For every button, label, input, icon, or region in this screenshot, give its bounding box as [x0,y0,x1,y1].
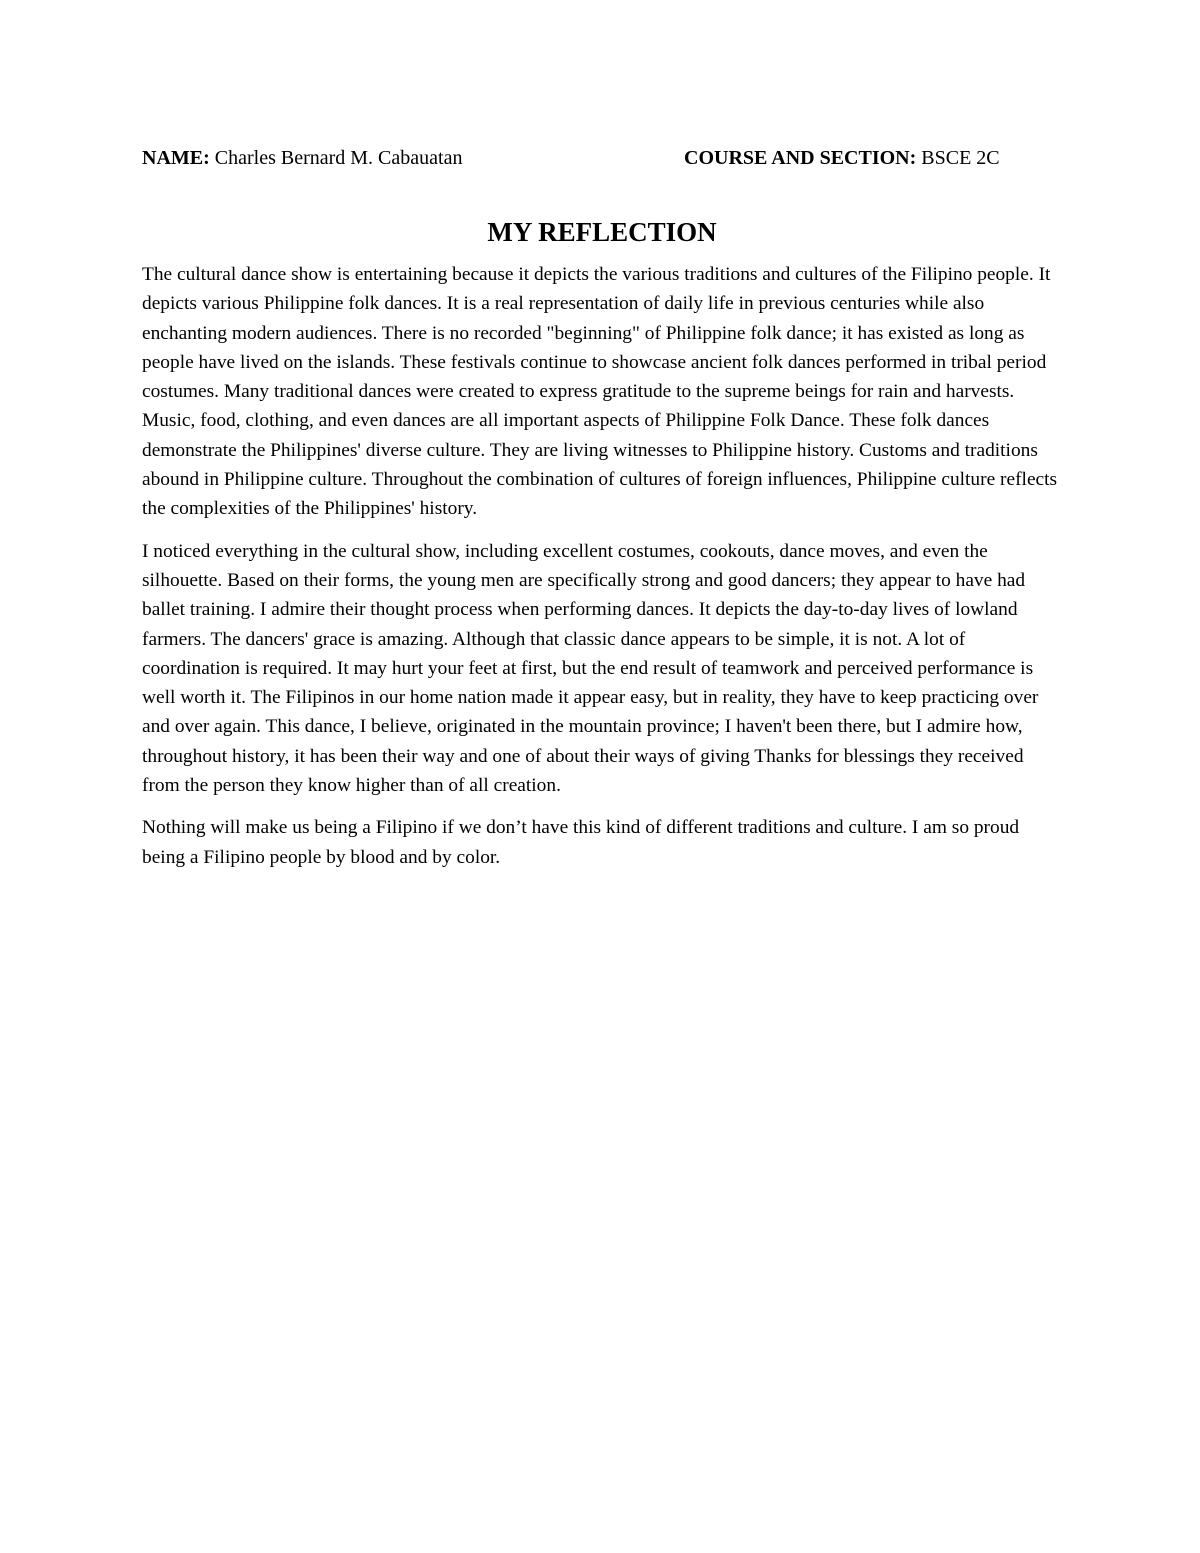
paragraph-1: The cultural dance show is entertaining because it depicts the various traditions and cultures of the Filipino people. It depicts various Philippine folk dances. It is a real representation of daily life in previous centuries while also enchanting modern audiences. There is no recorded "beginning" of Philippine folk dance; it has existed as long as people have lived on the islands. These festivals continue to showcase ancient folk dances performed in tribal period costumes. Many traditional dances were created to express gratitude to the supreme beings for rain and harvests. Music, food, clothing, and even dances are all important aspects of Philippine Folk Dance. These folk dances demonstrate the Philippines' diverse culture. They are living witnesses to Philippine history. Customs and traditions abound in Philippine culture. Throughout the combination of cultures of foreign influences, Philippine culture reflects the complexities of the Philippines' history. [142,264,1058,520]
paragraph-3: Nothing will make us being a Filipino if we don’t have this kind of different traditions and culture. I am so proud being a Filipino people by blood and by color. [142,817,1020,868]
document-title: MY REFLECTION [487,217,717,247]
document-header [142,140,1062,176]
course-section-label: COURSE AND SECTION: [684,147,917,169]
paragraph-2: I noticed everything in the cultural show, including excellent costumes, cookouts, dance moves, and even the silhouette. Based on their forms, the young men are specifically strong and good dancers; they appear to have had ballet training. I admire their thought process when performing dances. It depicts the day-to-day lives of lowland farmers. The dancers' grace is amazing. Although that classic dance appears to be simple, it is not. A lot of coordination is required. It may hurt your feet at first, but the end result of teamwork and perceived performance is well worth it. The Filipinos in our home nation made it appear easy, but in reality, they have to keep practicing over and over again. This dance, I believe, originated in the mountain province; I haven't been there, but I admire how, throughout history, it has been their way and one of about their ways of giving Thanks for blessings they received from the person they know higher than of all creation. [142,540,1039,797]
document-page [142,140,1062,885]
name-field [142,140,462,176]
course-section-field [684,140,1000,176]
name-value: Charles Bernard M. Cabauatan [214,147,463,169]
course-section-value: BSCE 2C [921,147,1000,169]
name-label: NAME: [142,147,210,169]
